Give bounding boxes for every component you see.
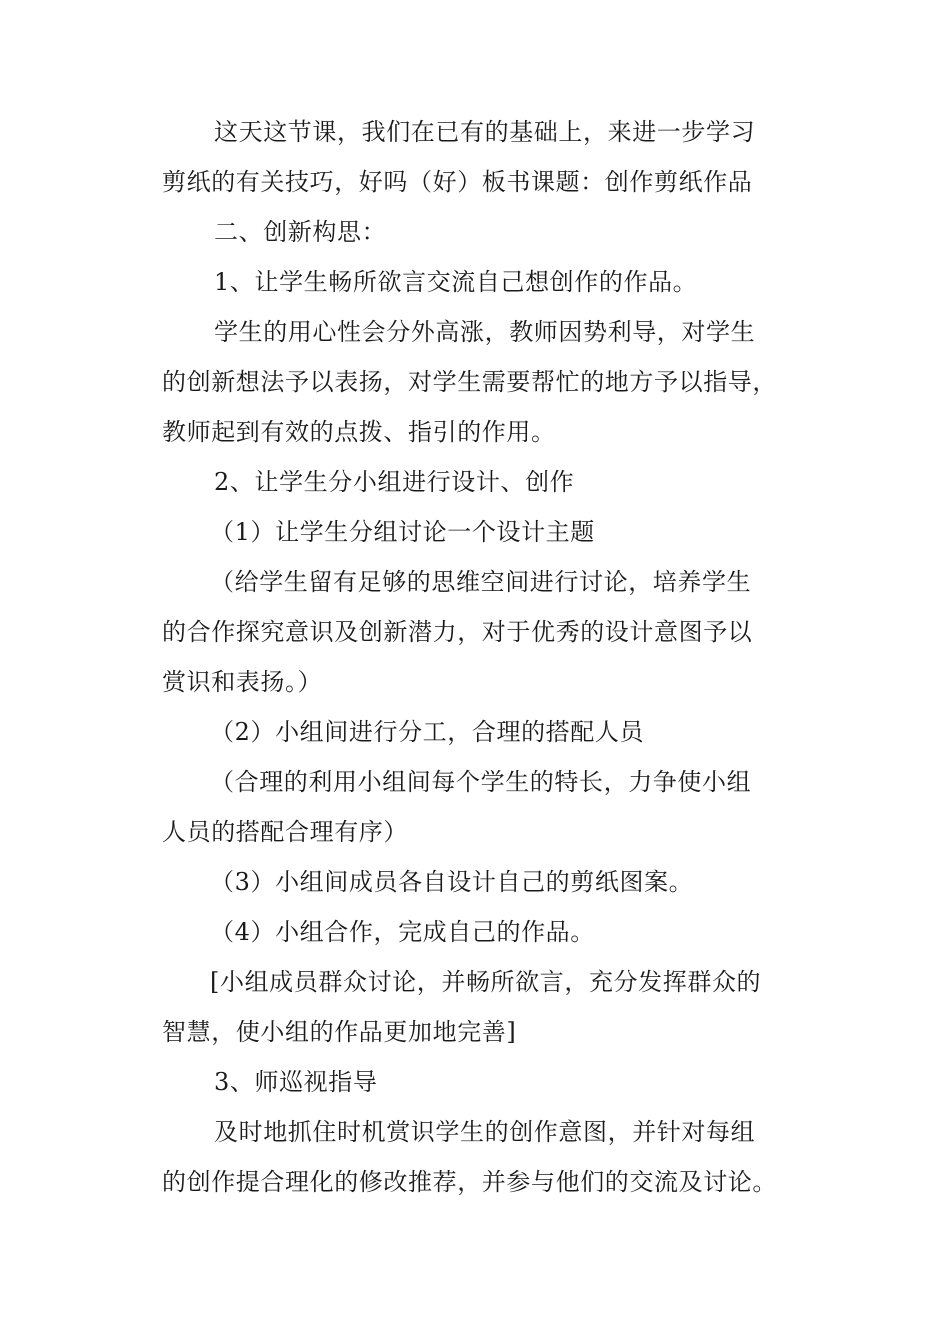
list-item: 1、让学生畅所欲言交流自己想创作的作品。	[214, 268, 698, 296]
paragraph-line: 人员的搭配合理有序）	[162, 818, 408, 846]
paragraph-line: 的创新想法予以表扬，对学生需要帮忙的地方予以指导，	[162, 368, 777, 396]
paragraph-line: （给学生留有足够的思维空间进行讨论，培养学生	[210, 568, 752, 596]
paragraph-line: 智慧，使小组的作品更加地完善]	[162, 1018, 517, 1046]
sub-list-item: （2）小组间进行分工，合理的搭配人员	[210, 718, 645, 746]
section-heading: 二、创新构思：	[214, 218, 387, 246]
list-item: 3、师巡视指导	[214, 1068, 378, 1096]
paragraph-line: 教师起到有效的点拨、指引的作用。	[162, 418, 556, 446]
paragraph-line: 的创作提合理化的修改推荐，并参与他们的交流及讨论。	[162, 1168, 777, 1196]
paragraph-line: 剪纸的有关技巧，好吗（好）板书课题：创作剪纸作品	[162, 168, 753, 196]
list-item: 2、让学生分小组进行设计、创作	[214, 468, 575, 496]
paragraph-line: 及时地抓住时机赏识学生的创作意图，并针对每组	[214, 1118, 756, 1146]
paragraph-line: （合理的利用小组间每个学生的特长，力争使小组	[210, 768, 752, 796]
sub-list-item: （1）让学生分组讨论一个设计主题	[210, 518, 595, 546]
sub-list-item: （3）小组间成员各自设计自己的剪纸图案。	[210, 868, 694, 896]
paragraph-line: 的合作探究意识及创新潜力，对于优秀的设计意图予以	[162, 618, 753, 646]
paragraph-line: 赏识和表扬。）	[162, 668, 323, 696]
paragraph-line: 学生的用心性会分外高涨，教师因势利导，对学生	[214, 318, 756, 346]
sub-list-item: （4）小组合作，完成自己的作品。	[210, 918, 595, 946]
paragraph-line: [小组成员群众讨论，并畅所欲言，充分发挥群众的	[210, 968, 762, 996]
paragraph-line: 这天这节课，我们在已有的基础上，来进一步学习	[214, 118, 756, 146]
